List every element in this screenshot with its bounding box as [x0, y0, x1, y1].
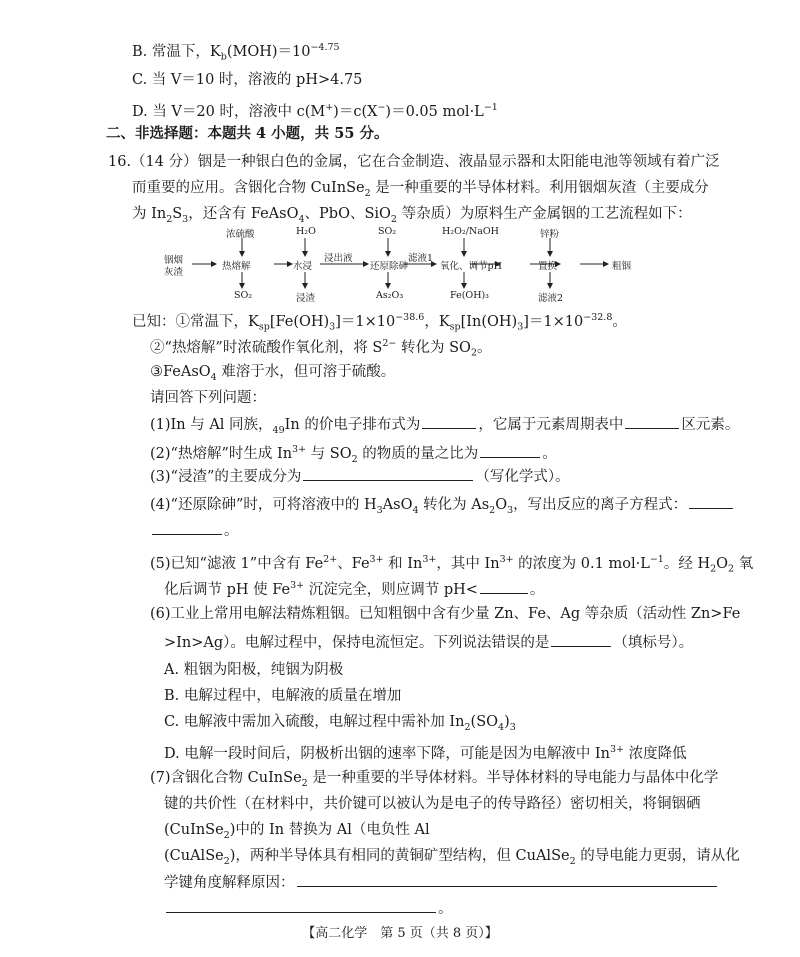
part-2-text-b: 。	[542, 445, 557, 462]
flow-out-residue: 浸渣	[296, 293, 316, 304]
part-7-line3: (CuInSe$_2$)中的 In 替换为 Al（电负性 Al	[164, 822, 430, 841]
flow-reagent-acid: 浓硫酸	[226, 229, 255, 240]
part-7-text-5: 学键角度解释原因：	[164, 875, 295, 891]
flow-out-filtrate2: 滤液2	[538, 293, 564, 304]
flow-reagent-zinc: 锌粉	[540, 229, 560, 240]
part-4-text-a: (4)“还原除砷”时，可将溶液中的 $H_3AsO_4$ 转化为 $As_2O_3$，写出反应的离子方程式：	[150, 497, 688, 516]
known-3: ③FeAsO$_4$ 难溶于水，但可溶于硫酸。	[150, 364, 396, 383]
page-footer: 【高二化学 第 5 页（共 8 页）】	[302, 926, 498, 941]
part-5-line1: (5)已知“滤液 1”中含有 $Fe^{2+}$、$Fe^{3+}$ 和 $In^{3+}$，其中 $In^{3+}$ 的浓度为 0.1 $mol\cdot L^{-1}$。经 $H_2O_2$ 氧	[150, 554, 754, 575]
answer-blank-1b[interactable]	[625, 414, 679, 429]
part-3-text-b: （写化学式）。	[475, 469, 570, 485]
part-1-text-c: 区元素。	[681, 417, 740, 433]
flow-reagent-water: H₂O	[296, 226, 316, 237]
answer-blank-5[interactable]	[480, 579, 528, 594]
answer-blank-4b[interactable]	[152, 520, 222, 535]
flow-reagent-so2: SO₂	[378, 226, 397, 237]
flow-product-crude-indium: 粗铟	[612, 261, 632, 272]
known-2: ②“热熔解”时浓硫酸作氧化剂，将 $S^{2-}$ 转化为 $SO_2$。	[150, 338, 492, 359]
answer-blank-7a[interactable]	[297, 872, 717, 887]
answer-blank-7b[interactable]	[166, 898, 436, 913]
answer-prompt: 请回答下列问题：	[150, 390, 266, 406]
answer-blank-2[interactable]	[480, 443, 540, 458]
flow-step-melt: 热熔解	[222, 261, 251, 272]
flow-step-leach: 水浸	[293, 261, 313, 272]
process-flow-diagram	[150, 226, 670, 306]
part-6-line2	[164, 632, 693, 653]
answer-blank-1a[interactable]	[422, 414, 476, 429]
part-6-text-c: （填标号）。	[613, 635, 694, 651]
part-7-line5	[164, 872, 719, 893]
option-b: B. 常温下，$K_b(MOH)=10^{-4.75}$	[132, 42, 340, 63]
option-c: C. 当 V＝10 时，溶液的 pH>4.75	[132, 72, 363, 88]
part-7-line6	[164, 898, 453, 919]
q16-intro-line2: 而重要的应用。含铟化合物 CuInSe$_2$ 是一种重要的半导体材料。利用铟烟灰渣（主要成分	[132, 180, 709, 199]
answer-blank-3[interactable]	[303, 466, 473, 481]
part-6-option-a: A. 粗铟为阳极，纯铟为阴极	[164, 662, 344, 678]
q16-intro-line1: 16.（14 分）铟是一种银白色的金属，它在合金制造、液晶显示器和太阳能电池等领域有着广泛	[108, 154, 720, 170]
flow-raw-line1: 铟烟	[164, 255, 184, 266]
part-1-text-b: ，它属于元素周期表中	[478, 417, 624, 433]
answer-blank-6[interactable]	[551, 632, 611, 647]
part-6-option-b: B. 电解过程中，电解液的质量在增加	[164, 688, 402, 704]
known-1: 已知：①常温下，$K_{sp}[Fe(OH)_3]=1\times 10^{-38.6}$，$K_{sp}[In(OH)_3]=1\times 10^{-32.8}$。	[132, 312, 627, 333]
part-7-line4: (CuAlSe$_2$)，两种半导体具有相同的黄铜矿型结构，但 CuAlSe$_2$ 的导电能力更弱，请从化	[164, 848, 740, 867]
answer-blank-4a[interactable]	[689, 494, 733, 509]
flow-step-filtrate1: 滤液1	[408, 253, 434, 264]
flow-step-replace: 置换	[538, 261, 558, 272]
part-7-text-6: 。	[438, 901, 453, 917]
part-5-line2	[164, 576, 544, 600]
part-7-line2: 键的共价性（在材料中，共价键可以被认为是电子的传导路径）密切相关，将铜铟硒	[164, 796, 701, 812]
part-3	[150, 466, 570, 487]
part-5-text-b: 化后调节 pH 使 $Fe^{3+}$ 沉淀完全，则应调节 pH<	[164, 580, 478, 598]
part-4-cont	[150, 520, 239, 541]
part-2-text-a: (2)“热熔解”时生成 $In^{3+}$ 与 $SO_2$ 的物质的量之比为	[150, 444, 479, 465]
part-1	[150, 414, 739, 441]
part-6-option-c: C. 电解液中需加入硫酸，电解过程中需补加 $In_2(SO_4)_3$	[164, 714, 516, 733]
part-5-text-c: 。	[529, 581, 545, 598]
flow-out-so2: SO₂	[234, 290, 253, 301]
part-6-option-d: D. 电解一段时间后，阴极析出铟的速率下降，可能是因为电解液中 $In^{3+}$ 浓度降低	[164, 744, 687, 762]
part-1-text-a: (1)In 与 Al 同族，$_{49}$In 的价电子排布式为	[150, 417, 421, 436]
flow-raw-line2: 灰渣	[164, 267, 184, 278]
part-3-text-a: (3)“浸渣”的主要成分为	[150, 469, 302, 485]
part-4-text-b: 。	[224, 523, 239, 539]
flow-step-oxidize: 氧化、调节pH	[440, 261, 502, 272]
section-title: 二、非选择题：本题共 4 小题，共 55 分。	[106, 125, 389, 142]
q16-intro-line3: 为 $In_2S_3$，还含有 FeAsO$_4$、PbO、SiO$_2$ 等杂质）为原料生产金属铟的工艺流程如下：	[132, 206, 692, 225]
option-d: D. 当 V＝20 时，溶液中 c(M+)＝c(X−)＝0.05 $mol\cdot L^{-1}$	[132, 102, 498, 120]
flow-out-feoh3: Fe(OH)₃	[450, 290, 489, 301]
part-6-line1: (6)工业上常用电解法精炼粗铟。已知粗铟中含有少量 Zn、Fe、Ag 等杂质（活动性 Zn>Fe	[150, 606, 741, 622]
part-4	[150, 494, 735, 521]
flow-out-as2o3: As₂O₃	[376, 290, 404, 301]
flow-step-leachate: 浸出液	[324, 253, 353, 264]
part-7-line1: (7)含铟化合物 CuInSe$_2$ 是一种重要的半导体材料。半导体材料的导电能力与晶体中化学	[150, 770, 719, 789]
flow-reagent-h2o2: H₂O₂/NaOH	[442, 226, 499, 237]
part-6-text-b: >In>Ag）。电解过程中，保持电流恒定。下列说法错误的是	[164, 635, 550, 651]
flow-step-reduce: 还原除砷	[370, 261, 409, 272]
